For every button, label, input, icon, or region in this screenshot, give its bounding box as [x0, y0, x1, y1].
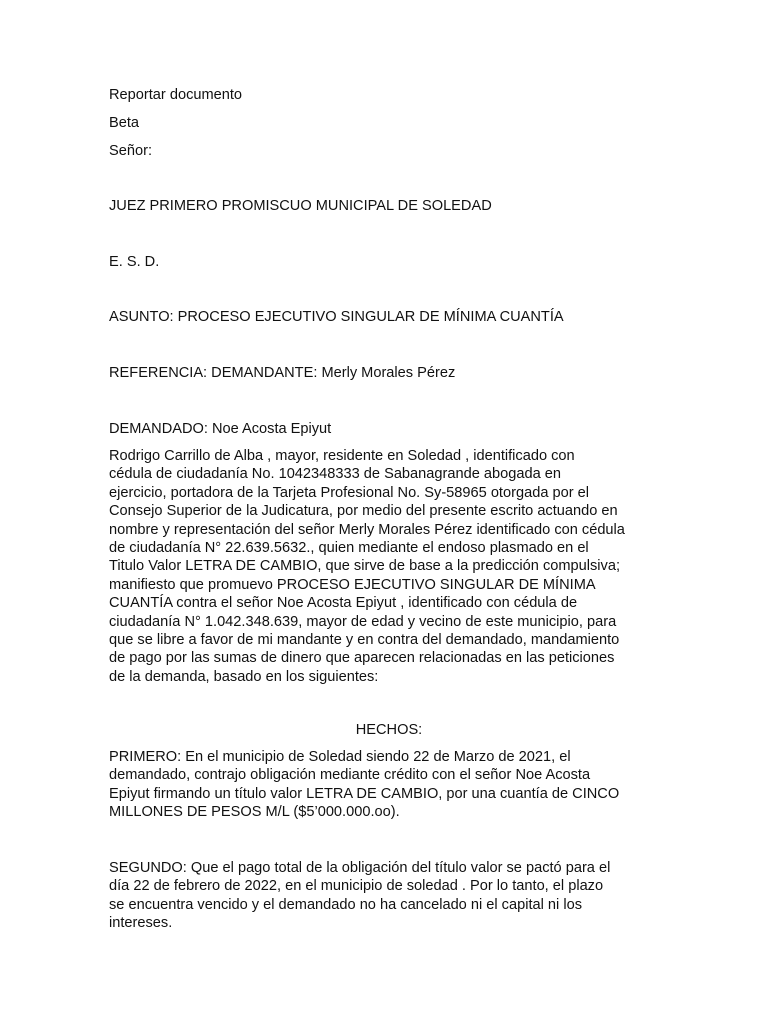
first-fact-paragraph: PRIMERO: En el municipio de Soledad siendo 22 de Marzo de 2021, el demandado, contrajo obligación mediante crédito con el señor Noe Acosta Epiyut firmando un título valor LETRA DE CAMBIO, por una cuantía de CINCO MILLONES DE PESOS M/L ($5’000.000.oo). [109, 749, 620, 821]
report-document-link[interactable]: Reportar documento [109, 87, 243, 103]
salutation: Señor: [109, 143, 152, 159]
beta-label: Beta [109, 115, 140, 131]
reference-line: REFERENCIA: DEMANDANTE: Merly Morales Pérez [109, 365, 456, 381]
defendant-line: DEMANDADO: Noe Acosta Epiyut [109, 421, 332, 437]
addressee: JUEZ PRIMERO PROMISCUO MUNICIPAL DE SOLEDAD [109, 198, 492, 214]
esd-line: E. S. D. [109, 254, 160, 270]
facts-heading: HECHOS: [355, 722, 423, 738]
subject-line: ASUNTO: PROCESO EJECUTIVO SINGULAR DE MÍNIMA CUANTÍA [109, 309, 564, 325]
intro-paragraph: Rodrigo Carrillo de Alba , mayor, residente en Soledad , identificado con cédula de ciudadanía No. 1042348333 de Sabanagrande abogada en ejercicio, portadora de la Tarjeta Profesional No. Sy-58965 otorgada por el Consejo Superior de la Judicatura, por medio del presente escrito actuando en nombre y representación del señor Merly Morales Pérez identificado con cédula de ciudadanía N° 22.639.5632., quien mediante el endoso plasmado en el Titulo Valor LETRA DE CAMBIO, que sirve de base a la predicción compulsiva; manifiesto que promuevo PROCESO EJECUTIVO SINGULAR DE MÍNIMA CUANTÍA contra el señor Noe Acosta Epiyut , identificado con cédula de ciudadanía N° 1.042.348.639, mayor de edad y vecino de este municipio, para que se libre a favor de mi mandante y en contra del demandado, mandamiento de pago por las sumas de dinero que aparecen relacionadas en las peticiones de la demanda, basado en los siguientes: [109, 448, 625, 685]
second-fact-paragraph: SEGUNDO: Que el pago total de la obligación del título valor se pactó para el día 22 de febrero de 2022, en el municipio de soledad . Por lo tanto, el plazo se encuentra vencido y el demandado no ha cancelado ni el capital ni los intereses. [109, 860, 611, 932]
